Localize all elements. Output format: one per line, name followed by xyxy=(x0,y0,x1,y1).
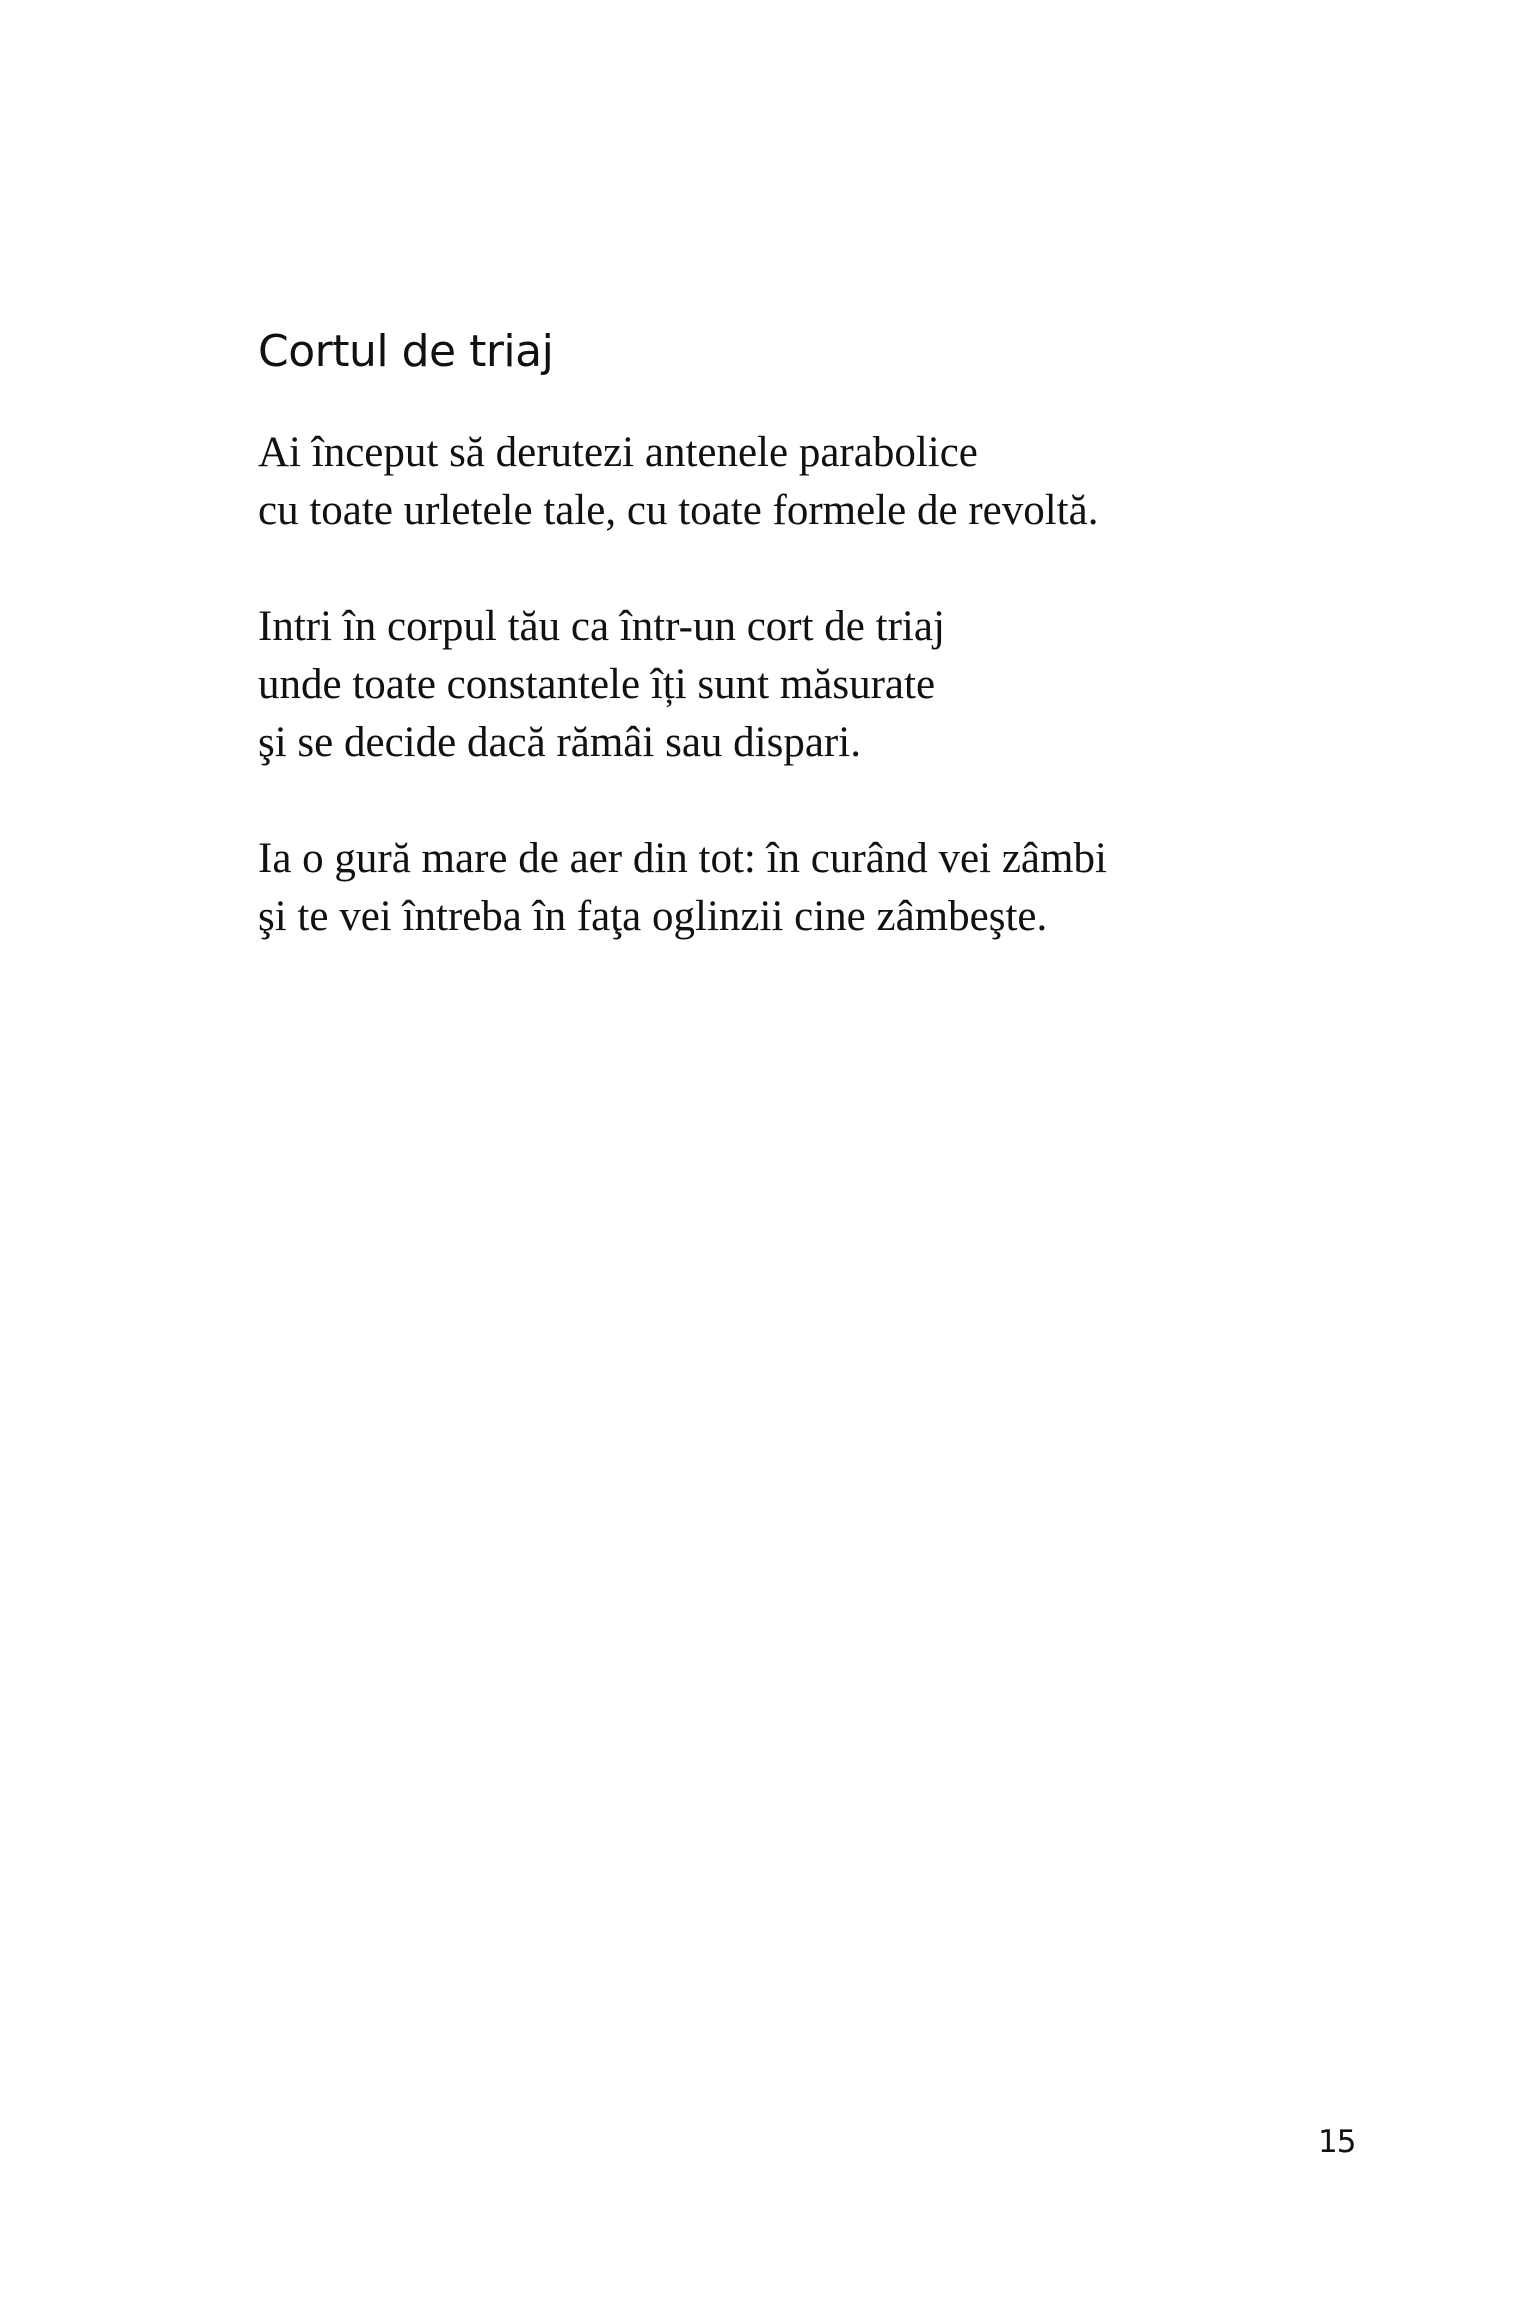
poem-line: unde toate constantele îți sunt măsurate xyxy=(258,661,936,708)
poem-body xyxy=(258,424,1358,1004)
poem-line: cu toate urletele tale, cu toate formele de revoltă. xyxy=(258,487,1099,534)
stanza-1 xyxy=(258,424,1358,540)
stanza-2 xyxy=(258,598,1358,772)
poem-title: Cortul de triaj xyxy=(258,326,554,377)
stanza-3 xyxy=(258,830,1358,946)
poem-line: şi te vei întreba în faţa oglinzii cine zâmbeşte. xyxy=(258,893,1048,940)
poem-line: şi se decide dacă rămâi sau dispari. xyxy=(258,719,861,766)
poem-line: Ia o gură mare de aer din tot: în curând vei zâmbi xyxy=(258,835,1107,882)
poem-line: Intri în corpul tău ca într-un cort de triaj xyxy=(258,603,945,650)
poem-line: Ai început să derutezi antenele parabolice xyxy=(258,429,978,476)
page-number: 15 xyxy=(1318,2124,1356,2160)
